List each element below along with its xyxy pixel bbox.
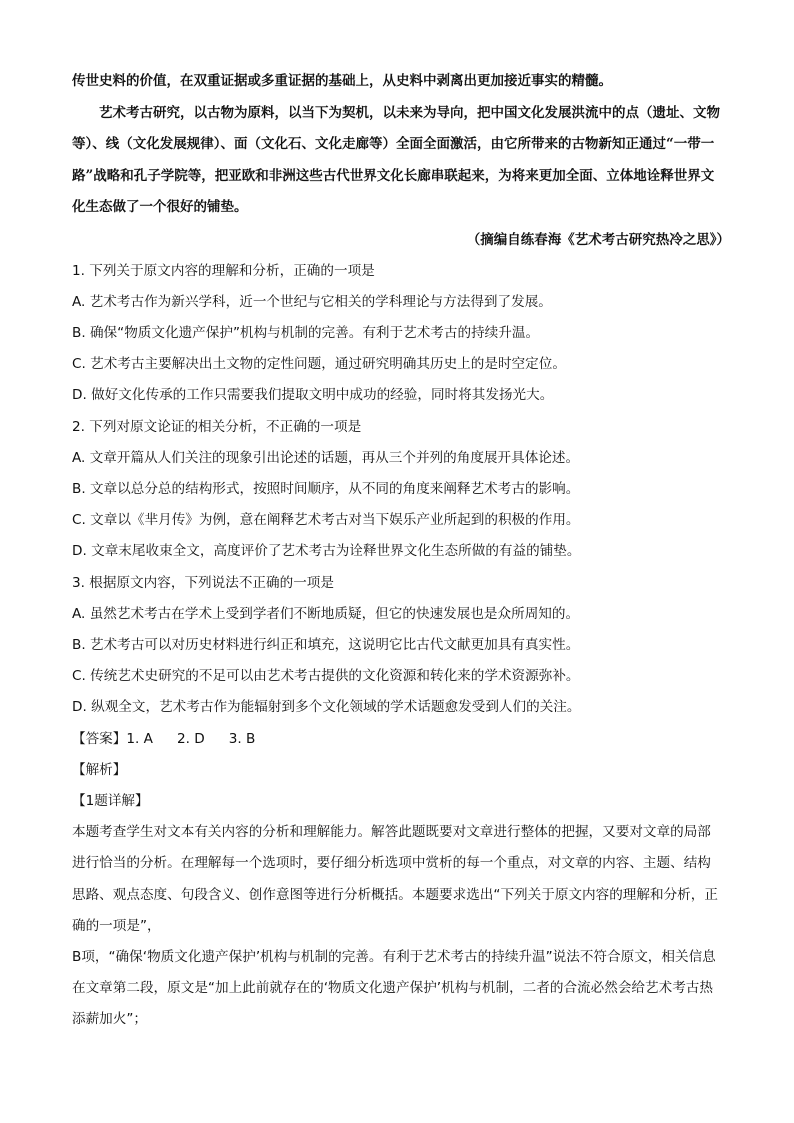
answer-line <box>72 724 724 755</box>
question-1-option-b: B. 确保“物质文化遗产保护”机构与机制的完善。有利于艺术考古的持续升温。 <box>72 324 540 341</box>
question-3-option-d: D. 纵观全文，艺术考古作为能辐射到多个文化领域的学术话题愈发受到人们的关注。 <box>72 699 581 716</box>
analysis-paragraph-2: B项，“确保‘物质文化遗产保护’机构与机制的完善。有利于艺术考古的持续升温”说法不符合原文，相关信息在文章第二段，原文是“加上此前就存在的‘物质文化遗产保护’机构与机制，二者的合流必然会给艺术考古热添薪加火”； <box>72 948 716 1028</box>
passage-paragraph-2: 艺术考古研究，以古物为原料，以当下为契机，以未来为导向，把中国文化发展洪流中的点（遗址、文物等）、线（文化发展规律）、面（文化石、文化走廊等）全面全面激活，由它所带来的古物新知正通过“一带一路”战略和孔子学院等，把亚欧和非洲这些古代世界文化长廊串联起来，为将来更加全面、立体地诠释世界文化生态做了一个很好的铺垫。 <box>72 104 720 215</box>
question-1-option-d: D. 做好文化传承的工作只需要我们提取文明中成功的经验，同时将其发扬光大。 <box>72 387 554 404</box>
question-1-option-c: C. 艺术考古主要解决出土文物的定性问题，通过研究明确其历史上的是时空定位。 <box>72 356 566 373</box>
answer-3: 3. B <box>228 730 256 747</box>
answer-2: 2. D <box>176 730 205 747</box>
question-1-option-a: A. 艺术考古作为新兴学科，近一个世纪与它相关的学科理论与方法得到了发展。 <box>72 293 552 310</box>
question-2-option-d: D. 文章末尾收束全文，高度评价了艺术考古为诠释世界文化生态所做的有益的铺垫。 <box>72 543 581 560</box>
question-3-option-b: B. 艺术考古可以对历史材料进行纠正和填充，这说明它比古代文献更加具有真实性。 <box>72 636 580 653</box>
question-2-option-b: B. 文章以总分总的结构形式，按照时间顺序，从不同的角度来阐释艺术考古的影响。 <box>72 480 580 497</box>
question-1-stem: 1. 下列关于原文内容的理解和分析，正确的一项是 <box>72 262 375 279</box>
passage-paragraph-1: 传世史料的价值，在双重证据或多重证据的基础上，从史料中剥离出更加接近事实的精髓。 <box>72 73 612 89</box>
question-3-option-c: C. 传统艺术史研究的不足可以由艺术考古提供的文化资源和转化来的学术资源弥补。 <box>72 668 580 685</box>
questions-section <box>72 256 724 1036</box>
answer-1: 1. A <box>126 730 153 747</box>
answer-label: 【答案】 <box>72 730 127 747</box>
question-2-option-c: C. 文章以《芈月传》为例，意在阐释艺术考古对当下娱乐产业所起到的积极的作用。 <box>72 512 580 529</box>
analysis-label: 【解析】 <box>72 761 127 778</box>
question-2-stem: 2. 下列对原文论证的相关分析，不正确的一项是 <box>72 418 362 435</box>
question-3-stem: 3. 根据原文内容，下列说法不正确的一项是 <box>72 574 334 591</box>
reading-passage <box>72 66 730 256</box>
passage-source: （摘编自练春海《艺术考古研究热冷之思》） <box>466 231 730 248</box>
analysis-paragraph-1: 本题考查学生对文本有关内容的分析和理解能力。解答此题既要对文章进行整体的把握，又要对文章的局部进行恰当的分析。在理解每一个选项时，要仔细分析选项中赏析的每一个重点，对文章的内容、主题、结构思路、观点态度、句段含义、创作意图等进行分析概括。本题要求选出“下列关于原文内容的理解和分析，正确的一项是”， <box>72 824 718 934</box>
question-2-option-a: A. 文章开篇从人们关注的现象引出论述的话题，再从三个并列的角度展开具体论述。 <box>72 449 580 466</box>
question-3-option-a: A. 虽然艺术考古在学术上受到学者们不断地质疑，但它的快速发展也是众所周知的。 <box>72 605 580 622</box>
question-1-detail-label: 【1题详解】 <box>72 792 149 809</box>
